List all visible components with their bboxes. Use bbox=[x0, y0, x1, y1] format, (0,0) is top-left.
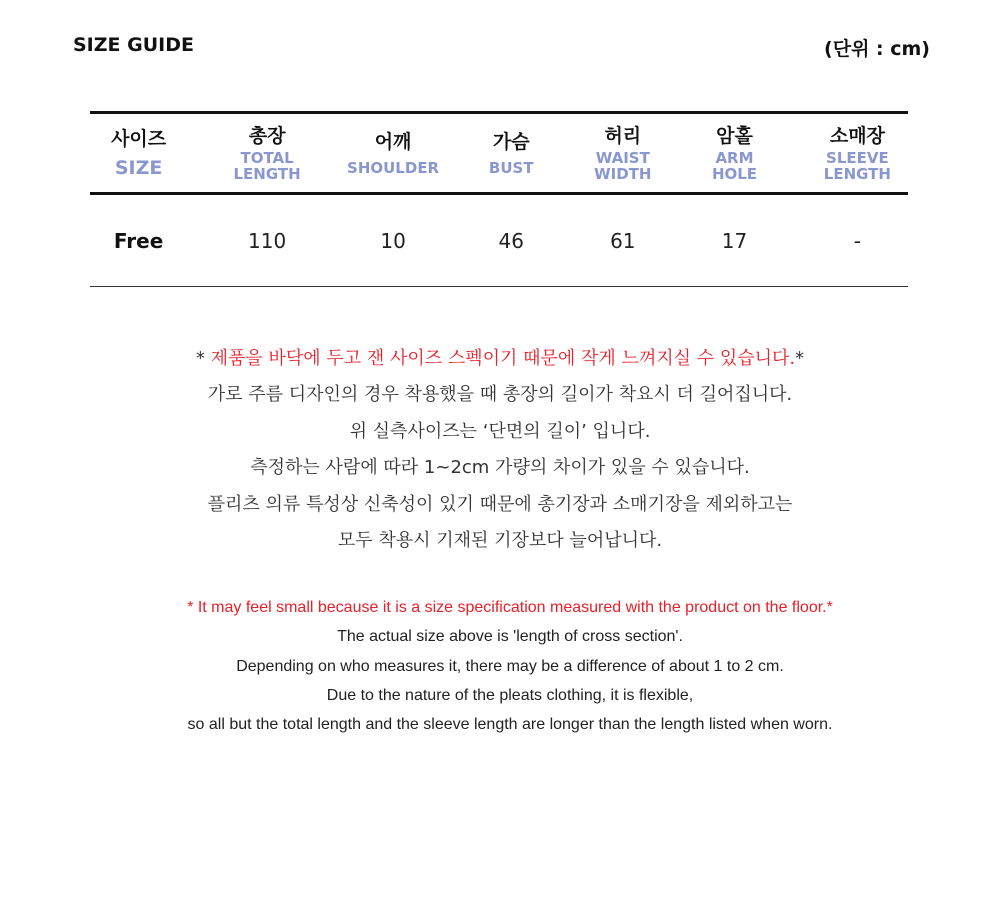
column-label-ko: 사이즈 bbox=[111, 127, 167, 150]
en-note-line: so all but the total length and the sleeve length are longer than the length listed when worn. bbox=[187, 716, 833, 734]
column-label-ko: 가슴 bbox=[492, 130, 530, 153]
sleeve-length-value: - bbox=[853, 228, 861, 253]
ko-warning-line bbox=[0, 341, 1000, 377]
ko-note-line: 가로 주름 디자인의 경우 착용했을 때 총장의 길이가 착요시 더 길어집니다. bbox=[207, 384, 793, 406]
page-title: SIZE GUIDE bbox=[73, 34, 194, 56]
column-label-en: BUST bbox=[488, 158, 534, 177]
en-note-line: Due to the nature of the pleats clothing, it is flexible, bbox=[326, 686, 694, 704]
ko-warning-suffix: * bbox=[795, 348, 805, 369]
column-label-en: WAIST WIDTH bbox=[594, 148, 652, 183]
column-label-ko: 허리 bbox=[604, 124, 642, 147]
table-header-row bbox=[90, 113, 908, 194]
column-header-waist bbox=[583, 113, 662, 194]
waist-value: 61 bbox=[610, 228, 636, 253]
column-label-en: SIZE bbox=[114, 156, 163, 179]
ko-note-line: 모두 착용시 기재된 기장보다 늘어납니다. bbox=[337, 530, 663, 552]
arm-hole-value: 17 bbox=[721, 228, 748, 253]
column-label-en: TOTAL LENGTH bbox=[233, 148, 301, 183]
size-value: Free bbox=[113, 228, 164, 253]
ko-note-line: 플리츠 의류 특성상 신축성이 있기 때문에 총기장과 소매기장을 제외하고는 bbox=[207, 493, 793, 515]
ko-warning-text: 제품을 바닥에 두고 잰 사이즈 스펙이기 때문에 작게 느껴지실 수 있습니다. bbox=[210, 348, 796, 369]
column-label-ko: 소매장 bbox=[829, 124, 885, 147]
column-label-en: SHOULDER bbox=[347, 158, 440, 177]
column-header-arm-hole bbox=[662, 113, 807, 194]
column-label-ko: 총장 bbox=[248, 124, 286, 147]
table-row bbox=[90, 194, 908, 287]
column-header-sleeve-length bbox=[807, 113, 908, 194]
column-label-ko: 암홀 bbox=[716, 124, 753, 147]
english-notes bbox=[10, 593, 1000, 739]
unit-label: (단위 : cm) bbox=[824, 38, 930, 60]
ko-note-line: 측정하는 사람에 따라 1~2cm 가량의 차이가 있을 수 있습니다. bbox=[250, 457, 750, 479]
column-header-shoulder bbox=[347, 113, 439, 194]
column-header-total-length bbox=[187, 113, 347, 194]
ko-note-line: 위 실측사이즈는 ‘단면의 길이’ 입니다. bbox=[349, 420, 651, 442]
korean-notes bbox=[0, 341, 1000, 559]
ko-warning-prefix: * bbox=[195, 348, 211, 369]
shoulder-value: 10 bbox=[380, 228, 406, 253]
bust-value: 46 bbox=[498, 228, 524, 253]
en-note-line: The actual size above is 'length of cross section'. bbox=[337, 628, 683, 646]
en-warning-line: * It may feel small because it is a size specification measured with the product on the floor.* bbox=[187, 599, 833, 616]
en-note-line: Depending on who measures it, there may be a difference of about 1 to 2 cm. bbox=[236, 657, 784, 675]
column-label-en: ARM HOLE bbox=[711, 148, 758, 183]
column-label-en: SLEEVE LENGTH bbox=[823, 148, 891, 183]
size-table bbox=[90, 111, 908, 287]
column-header-size bbox=[90, 113, 187, 194]
column-header-bust bbox=[439, 113, 583, 194]
column-label-ko: 어깨 bbox=[374, 130, 412, 153]
total-length-value: 110 bbox=[248, 228, 287, 253]
